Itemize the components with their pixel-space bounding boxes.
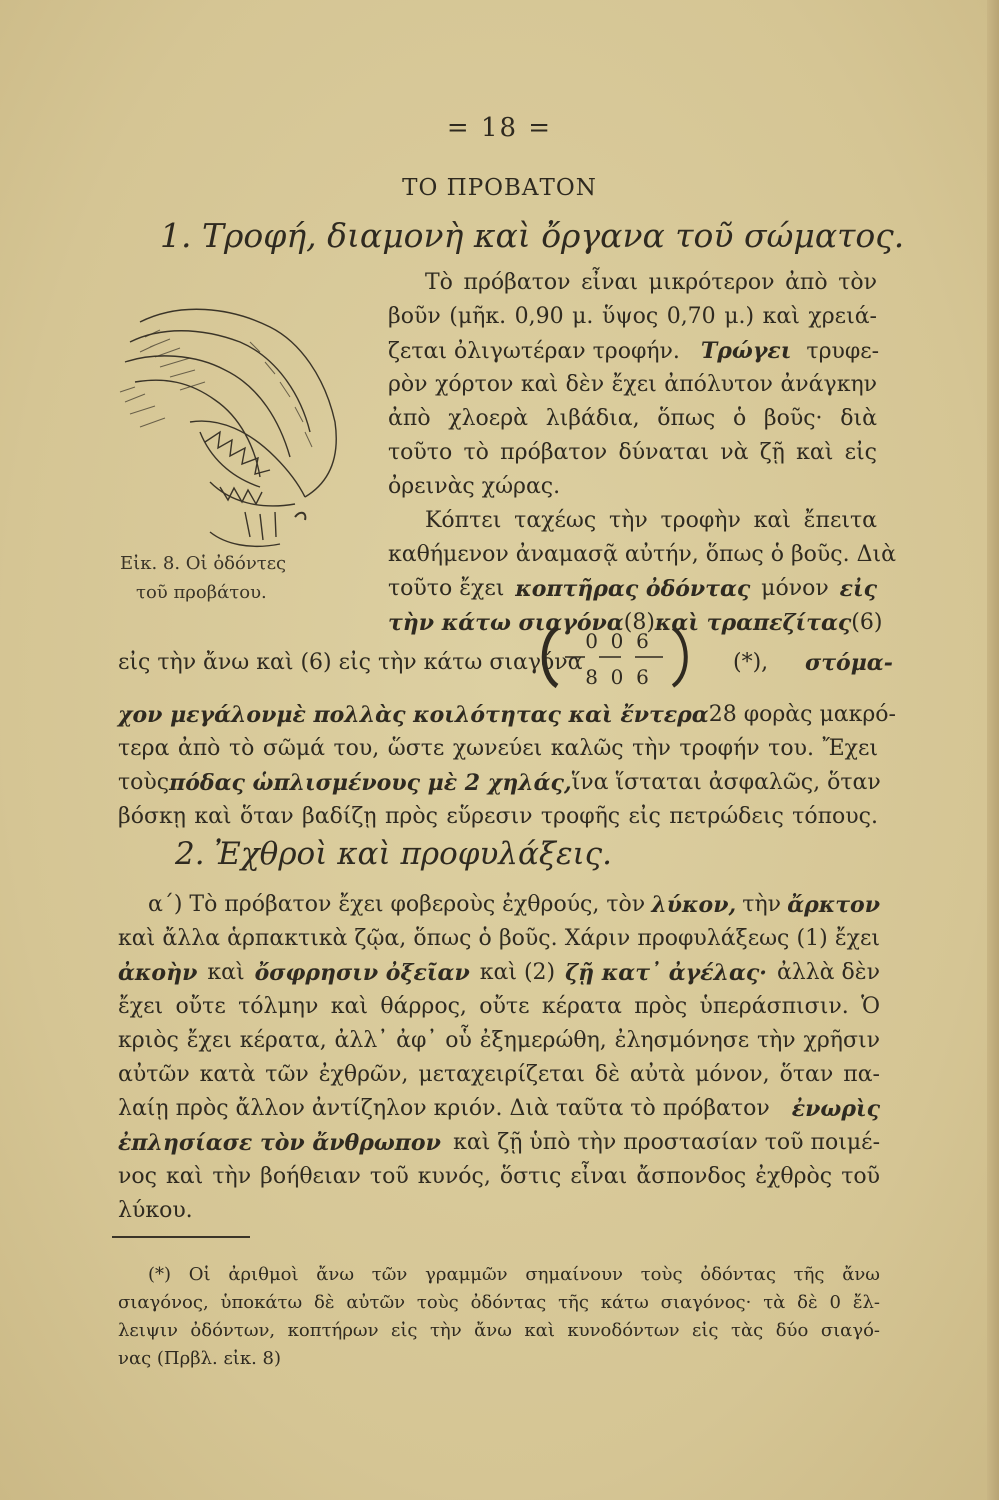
s1-line-10-c: μόνον <box>761 576 829 601</box>
s1-line-3-emph: Τρώγει <box>700 338 792 364</box>
s2-line-3-e: ζῇ κατ᾽ ἀγέλας· <box>565 960 767 986</box>
s1-line-15-c: ἵνα ἵσταται ἀσφαλῶς, ὅταν <box>571 770 881 795</box>
s2-line-1-a: α΄) Τὸ πρόβατον ἔχει φοβεροὺς ἐχθρούς, τὸν <box>148 892 646 917</box>
s2-line-3-d: καὶ (2) <box>479 960 556 985</box>
s2-line-10: λύκου. <box>118 1198 193 1223</box>
s1-line-10-b: κοπτῆρας ὀδόντας <box>515 576 751 602</box>
s1-line-5: ἀπὸ χλοερὰ λιβάδια, ὅπως ὁ βοῦς· διὰ <box>388 406 877 431</box>
s1-line-15-a: τοὺς <box>118 770 170 795</box>
s2-line-3-b: καὶ <box>207 960 245 985</box>
sheep-teeth-illustration <box>100 282 350 562</box>
s1-line-6: τοῦτο τὸ πρόβατον δύναται νὰ ζῇ καὶ εἰς <box>388 440 877 465</box>
s1-line-12-c: στόμα- <box>805 650 893 676</box>
s2-line-3-c: ὄσφρησιν ὀξεῖαν <box>254 960 470 986</box>
s1-line-11-d: (6) <box>851 610 883 635</box>
s2-line-3 <box>118 958 880 988</box>
s2-line-8-b: καὶ ζῇ ὑπὸ τὴν προστασίαν τοῦ ποιμέ- <box>453 1130 880 1155</box>
s1-line-15-b: πόδας ὡπλισμένους μὲ 2 χηλάς, <box>169 770 572 796</box>
formula-bottom: 8 0 6 <box>585 665 649 689</box>
s1-line-7: ὀρεινὰς χώρας. <box>388 474 561 499</box>
s1-line-3 <box>388 336 880 367</box>
figure-caption-line-1: Εἰκ. 8. Οἱ ὀδόντες <box>120 553 287 574</box>
s2-line-7 <box>118 1094 880 1124</box>
section-2-heading: 2. Ἐχθροὶ καὶ προφυλάξεις. <box>175 836 612 872</box>
s2-line-9: νος καὶ τὴν βοήθειαν τοῦ κυνός, ὅστις εἶναι ἄσπονδος ἐχθρὸς τοῦ <box>118 1164 880 1189</box>
s1-line-12-a: εἰς τὴν ἄνω καὶ (6) εἰς τὴν κάτω σιαγόνα <box>118 650 583 675</box>
s2-line-3-a: ἀκοὴν <box>118 960 198 986</box>
s1-line-10-d: εἰς <box>839 576 877 602</box>
s2-line-3-f: ἀλλὰ δὲν <box>776 960 880 985</box>
s2-line-1 <box>148 890 880 920</box>
s2-line-2: καὶ ἄλλα ἁρπακτικὰ ζῷα, ὅπως ὁ βοῦς. Χάριν προφυλάξεως (1) ἔχει <box>118 926 880 951</box>
chapter-title: ΤΟ ΠΡΟΒΑΤΟΝ <box>402 175 597 201</box>
footnote-line-4: νας (Πρβλ. εἰκ. 8) <box>118 1348 282 1369</box>
s2-line-7-a: λαίῃ πρὸς ἄλλον ἀντίζηλον κριόν. Διὰ ταῦτα τὸ πρόβατον <box>118 1096 770 1121</box>
s2-line-1-c: τὴν <box>742 892 782 917</box>
s1-line-15 <box>118 768 881 798</box>
section-1-heading: 1. Τροφή, διαμονὴ καὶ ὄργανα τοῦ σώματος. <box>160 216 905 255</box>
s2-line-4: ἔχει οὔτε τόλμην καὶ θάρρος, οὔτε κέρατα πρὸς ὑπεράσπισιν. Ὁ <box>118 994 880 1019</box>
dental-formula <box>535 620 695 692</box>
s1-line-13-c: 28 φορὰς μακρό- <box>708 702 896 727</box>
footnote-line-3: λειψιν ὀδόντων, κοπτήρων εἰς τὴν ἄνω καὶ κυνοδόντων εἰς τὰς δύο σιαγό- <box>118 1320 880 1341</box>
s1-line-10-a: τοῦτο ἔχει <box>388 576 505 601</box>
s1-line-2: βοῦν (μῆκ. 0,90 μ. ὕψος 0,70 μ.) καὶ χρειά- <box>388 304 877 329</box>
s2-line-6: αὐτῶν κατὰ τῶν ἐχθρῶν, μεταχειρίζεται δὲ αὐτὰ μόνον, ὅταν πα- <box>118 1062 880 1087</box>
s2-line-1-d: ἄρκτον <box>787 892 880 918</box>
s2-line-8-a: ἐπλησίασε τὸν ἄνθρωπον <box>118 1130 441 1156</box>
page-number: = 18 = <box>446 113 553 143</box>
s1-line-10 <box>388 574 877 604</box>
s2-line-7-b: ἐνωρὶς <box>791 1096 880 1122</box>
s1-line-3-end: τρυφε- <box>806 339 880 364</box>
page-edge <box>987 0 999 1500</box>
s1-line-1: Τὸ πρόβατον εἶναι μικρότερον ἀπὸ τὸν <box>425 270 877 295</box>
footnote-line-2: σιαγόνος, ὑποκάτω δὲ αὐτῶν τοὺς ὀδόντας τῆς κάτω σιαγόνος· τὰ δὲ 0 ἔλ- <box>118 1292 880 1313</box>
s1-line-11-b: (8) <box>623 610 655 635</box>
s1-line-13-a: χον μεγάλον <box>118 702 277 728</box>
s1-line-13 <box>118 700 896 730</box>
s1-line-13-b: μὲ πολλὰς κοιλότητας καὶ ἔντερα <box>276 702 709 728</box>
s1-line-11-c: καὶ τραπεζίτας <box>654 610 852 636</box>
s2-line-1-b: λύκον, <box>651 892 737 918</box>
s1-line-16: βόσκῃ καὶ ὅταν βαδίζῃ πρὸς εὕρεσιν τροφῆς εἰς πετρώδεις τόπους. <box>118 804 878 829</box>
formula-top: 0 0 6 <box>585 629 649 653</box>
footnote-line-1: (*) Οἱ ἀριθμοὶ ἄνω τῶν γραμμῶν σημαίνουν τοὺς ὀδόντας τῆς ἄνω <box>148 1264 880 1285</box>
footnote-rule <box>112 1236 250 1238</box>
s2-line-8 <box>118 1128 880 1158</box>
s1-line-14: τερα ἀπὸ τὸ σῶμά του, ὥστε χωνεύει καλῶς τὴν τροφήν του. Ἔχει <box>118 736 878 761</box>
s1-line-8: Κόπτει ταχέως τὴν τροφὴν καὶ ἔπειτα <box>425 508 877 533</box>
s1-line-11-a: τὴν κάτω σιαγόνα <box>388 610 624 636</box>
s2-line-5: κριὸς ἔχει κέρατα, ἀλλ᾽ ἀφ᾽ οὗ ἐξημερώθη, ἐλησμόνησε τὴν χρῆσιν <box>118 1028 880 1053</box>
s1-line-12-b: (*), <box>733 650 769 675</box>
figure-caption-line-2: τοῦ προβάτου. <box>136 582 267 603</box>
s1-line-3-text: ζεται ὀλιγωτέραν τροφήν. <box>388 339 680 364</box>
s1-line-4: ρὸν χόρτον καὶ δὲν ἔχει ἀπόλυτον ἀνάγκην <box>388 372 877 397</box>
s1-line-9: καθήμενον ἀναμασᾷ αὐτήν, ὅπως ὁ βοῦς. Διὰ <box>388 542 896 567</box>
